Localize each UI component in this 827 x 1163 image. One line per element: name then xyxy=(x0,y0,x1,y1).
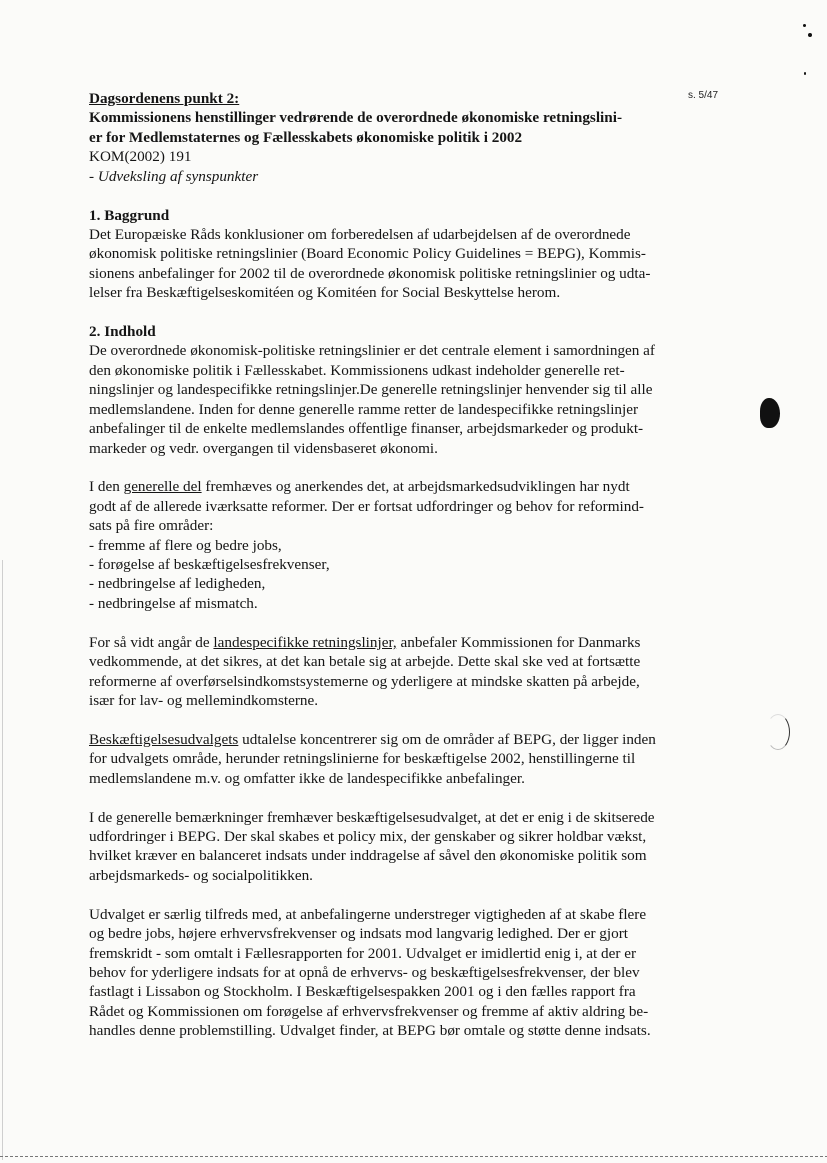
text-line: medlemslandene. Inden for denne generelle ramme retter de landespecifikke retningslinjer xyxy=(89,400,639,418)
text-line: lelser fra Beskæftigelseskomitéen og Komitéen for Social Beskyttelse herom. xyxy=(89,284,561,302)
text-fragment: udtalelse koncentrerer sig om de områder af BEPG, der ligger inden xyxy=(238,730,656,748)
text-line: reformerne af overførselsindkomstsystemerne og yderligere at mindske skatten på arbejde, xyxy=(89,672,640,690)
subtitle: - Udveksling af synspunkter xyxy=(89,167,259,185)
text-line: for udvalgets område, herunder retningslinierne for beskæftigelse 2002, henstillingerne til xyxy=(89,750,636,768)
text-fragment: I den xyxy=(89,478,124,496)
list-item: - forøgelse af beskæftigelsesfrekvenser, xyxy=(89,555,711,574)
agenda-item-label-text: Dagsordenens punkt 2: xyxy=(89,90,240,107)
section-background-text xyxy=(89,225,711,303)
text-line xyxy=(89,477,711,496)
text-line: De overordnede økonomisk-politiske retningslinier er det centrale element i samordningen af xyxy=(89,342,655,360)
scan-bottom-edge xyxy=(0,1156,827,1157)
scan-edge xyxy=(2,560,3,1160)
list-item: - fremme af flere og bedre jobs, xyxy=(89,536,711,555)
scan-speck xyxy=(808,33,812,37)
text-line: arbejdsmarkeds- og socialpolitikken. xyxy=(89,866,313,884)
text-fragment: fremhæves og anerkendes det, at arbejdsmarkedsudviklingen har nydt xyxy=(201,478,630,496)
text-fragment: For så vidt angår de xyxy=(89,633,214,651)
text-line: den økonomiske politik i Fællesskabet. Kommissionens udkast indeholder generelle ret- xyxy=(89,361,625,379)
punch-hole-top xyxy=(760,398,780,428)
list-item: - nedbringelse af ledigheden, xyxy=(89,574,711,593)
document-reference: KOM(2002) 191 xyxy=(89,148,192,166)
text-line: handles denne problemstilling. Udvalget finder, at BEPG bør omtale og støtte denne indsats. xyxy=(89,1022,651,1040)
text-line: vedkommende, at det sikres, at det kan betale sig at arbejde. Dette skal ske ved at fortsætte xyxy=(89,653,641,671)
punch-hole-bottom xyxy=(766,714,790,750)
country-specific-paragraph xyxy=(89,633,711,711)
page-number: s. 5/47 xyxy=(688,90,719,101)
country-specific-term: landespecifikke retningslinjer, xyxy=(213,633,397,651)
text-line: Rådet og Kommissionen om forøgelse af erhvervsfrekvenser og fremme af aktiv aldring be- xyxy=(89,1002,649,1020)
text-line: Udvalget er særlig tilfreds med, at anbefalingerne understreger vigtigheden af at skabe flere xyxy=(89,905,647,923)
scan-speck xyxy=(804,72,806,75)
text-fragment: anbefaler Kommissionen for Danmarks xyxy=(396,633,641,651)
title-line-1: Kommissionens henstillinger vedrørende de overordnede økonomiske retningslini- xyxy=(89,109,623,127)
text-line: hvilket kræver en balanceret indsats under inddragelse af såvel den økonomiske politik som xyxy=(89,847,647,865)
general-remarks-paragraph xyxy=(89,808,711,886)
text-line: medlemslandene m.v. og omfatter ikke de landespecifikke anbefalinger. xyxy=(89,769,525,787)
text-line: sats på fire områder: xyxy=(89,517,214,535)
committee-term: Beskæftigelsesudvalgets xyxy=(89,730,239,748)
title-line-2: er for Medlemstaternes og Fællesskabets økonomiske politik i 2002 xyxy=(89,128,523,146)
satisfaction-paragraph xyxy=(89,905,711,1041)
text-line: markeder og vedr. overgangen til vidensbaseret økonomi. xyxy=(89,439,438,457)
general-part-term: generelle del xyxy=(123,478,202,496)
text-line: behov for yderligere indsats for at opnå de erhvervs- og beskæftigelsesfrekvenser, der blev xyxy=(89,963,640,981)
text-line: udfordringer i BEPG. Der skal skabes et policy mix, der genskaber og sikrer holdbar vækst, xyxy=(89,828,647,845)
text-line xyxy=(89,730,711,749)
text-line: Det Europæiske Råds konklusioner om forberedelsen af udarbejdelsen af de overordnede xyxy=(89,225,631,243)
text-line: fastlagt i Lissabon og Stockholm. I Beskæftigelsespakken 2001 og i den fælles rapport fra xyxy=(89,983,636,1001)
list-item: - nedbringelse af mismatch. xyxy=(89,594,711,613)
text-line: økonomisk politiske retningslinier (Board Economic Policy Guidelines = BEPG), Kommis- xyxy=(89,245,646,263)
text-line: fremskridt - som omtalt i Fællesrapporten for 2001. Udvalget er imidlertid enig i, at der er xyxy=(89,944,637,962)
text-line: og bedre jobs, højere erhvervsfrekvenser og indsats mod langvarig ledighed. Der er gjort xyxy=(89,925,628,943)
document-body xyxy=(89,89,711,1041)
text-line: I de generelle bemærkninger fremhæver beskæftigelsesudvalget, at det er enig i de skitserede xyxy=(89,808,655,826)
text-line: især for lav- og mellemindkomsterne. xyxy=(89,691,319,709)
general-part-paragraph xyxy=(89,477,711,613)
scan-speck xyxy=(803,24,806,27)
section-content-text xyxy=(89,341,711,457)
committee-paragraph xyxy=(89,730,711,788)
section-heading-content: 2. Indhold xyxy=(89,323,156,341)
text-line: sionens anbefalinger for 2002 til de overordnede økonomisk politiske retningslinier og udta- xyxy=(89,264,651,282)
text-line: anbefalinger til de enkelte medlemslandes offentlige finanser, arbejdsmarkeder og produkt- xyxy=(89,420,644,438)
text-line xyxy=(89,633,711,652)
agenda-item-label xyxy=(89,89,711,108)
text-line: ningslinjer og landespecifikke retningslinjer.De generelle retningslinjer henvender sig til alle xyxy=(89,381,653,399)
section-heading-background: 1. Baggrund xyxy=(89,206,170,224)
text-line: godt af de allerede iværksatte reformer. Der er fortsat udfordringer og behov for reformind- xyxy=(89,497,644,515)
